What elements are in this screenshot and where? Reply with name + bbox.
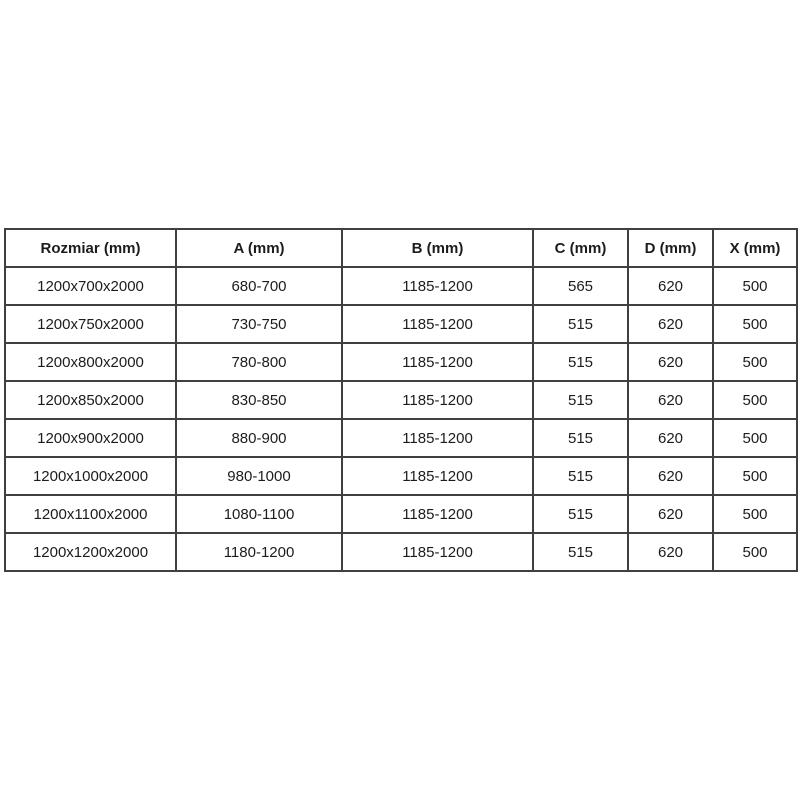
cell-b: 1185-1200 xyxy=(342,533,533,571)
cell-a: 880-900 xyxy=(176,419,342,457)
cell-c: 515 xyxy=(533,381,628,419)
column-header-b: B (mm) xyxy=(342,229,533,267)
cell-b: 1185-1200 xyxy=(342,381,533,419)
cell-x: 500 xyxy=(713,381,797,419)
cell-d: 620 xyxy=(628,343,713,381)
table-row xyxy=(5,381,797,419)
cell-rozmiar: 1200x850x2000 xyxy=(5,381,176,419)
cell-rozmiar: 1200x1100x2000 xyxy=(5,495,176,533)
size-spec-table xyxy=(4,228,798,572)
column-header-d: D (mm) xyxy=(628,229,713,267)
cell-c: 515 xyxy=(533,457,628,495)
cell-d: 620 xyxy=(628,305,713,343)
cell-d: 620 xyxy=(628,495,713,533)
size-spec-table-container xyxy=(4,228,796,572)
cell-c: 515 xyxy=(533,305,628,343)
column-header-x: X (mm) xyxy=(713,229,797,267)
cell-a: 1180-1200 xyxy=(176,533,342,571)
table-row xyxy=(5,343,797,381)
header-row xyxy=(5,229,797,267)
cell-rozmiar: 1200x1000x2000 xyxy=(5,457,176,495)
cell-a: 730-750 xyxy=(176,305,342,343)
cell-b: 1185-1200 xyxy=(342,343,533,381)
cell-a: 780-800 xyxy=(176,343,342,381)
cell-b: 1185-1200 xyxy=(342,305,533,343)
table-row xyxy=(5,305,797,343)
cell-a: 980-1000 xyxy=(176,457,342,495)
cell-x: 500 xyxy=(713,419,797,457)
cell-c: 565 xyxy=(533,267,628,305)
cell-b: 1185-1200 xyxy=(342,495,533,533)
cell-d: 620 xyxy=(628,419,713,457)
column-header-rozmiar: Rozmiar (mm) xyxy=(5,229,176,267)
column-header-a: A (mm) xyxy=(176,229,342,267)
table-row xyxy=(5,419,797,457)
cell-c: 515 xyxy=(533,419,628,457)
cell-b: 1185-1200 xyxy=(342,267,533,305)
cell-x: 500 xyxy=(713,305,797,343)
cell-c: 515 xyxy=(533,343,628,381)
table-row xyxy=(5,495,797,533)
cell-x: 500 xyxy=(713,495,797,533)
table-row xyxy=(5,533,797,571)
cell-rozmiar: 1200x900x2000 xyxy=(5,419,176,457)
cell-x: 500 xyxy=(713,457,797,495)
cell-d: 620 xyxy=(628,267,713,305)
table-row xyxy=(5,457,797,495)
cell-rozmiar: 1200x1200x2000 xyxy=(5,533,176,571)
cell-x: 500 xyxy=(713,267,797,305)
cell-a: 680-700 xyxy=(176,267,342,305)
cell-a: 830-850 xyxy=(176,381,342,419)
cell-rozmiar: 1200x750x2000 xyxy=(5,305,176,343)
cell-a: 1080-1100 xyxy=(176,495,342,533)
cell-c: 515 xyxy=(533,495,628,533)
cell-rozmiar: 1200x800x2000 xyxy=(5,343,176,381)
cell-d: 620 xyxy=(628,457,713,495)
cell-c: 515 xyxy=(533,533,628,571)
cell-d: 620 xyxy=(628,381,713,419)
cell-x: 500 xyxy=(713,343,797,381)
cell-x: 500 xyxy=(713,533,797,571)
cell-b: 1185-1200 xyxy=(342,419,533,457)
cell-rozmiar: 1200x700x2000 xyxy=(5,267,176,305)
table-row xyxy=(5,267,797,305)
column-header-c: C (mm) xyxy=(533,229,628,267)
cell-b: 1185-1200 xyxy=(342,457,533,495)
cell-d: 620 xyxy=(628,533,713,571)
